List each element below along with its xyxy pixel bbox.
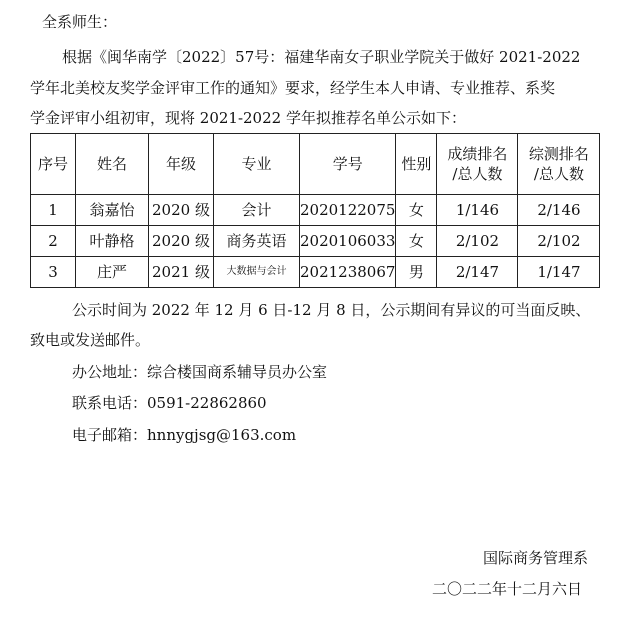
header-name: 姓名 (76, 134, 149, 195)
header-score-rank-line-1: 成绩排名 (447, 145, 508, 163)
header-no: 序号 (31, 134, 76, 195)
cell-major: 大数据与会计 (214, 257, 300, 288)
signature-date: 二〇二二年十二月六日 (432, 580, 583, 598)
contact-email: 电子邮箱：hnnygjsg@163.com (72, 426, 297, 444)
cell-student-id: 2020106033 (300, 226, 396, 257)
cell-score-rank: 2/147 (437, 257, 518, 288)
table-row (31, 257, 600, 288)
header-score-rank-line-2: /总人数 (452, 165, 503, 183)
header-grade: 年级 (149, 134, 214, 195)
cell-no: 1 (31, 195, 76, 226)
table-row (31, 226, 600, 257)
cell-name: 翁嘉怡 (76, 195, 149, 226)
notice-line-1: 公示时间为 2022 年 12 月 6 日-12 月 8 日，公示期间有异议的可当面反映、 (72, 301, 591, 319)
cell-grade: 2020 级 (149, 195, 214, 226)
cell-score-rank: 1/146 (437, 195, 518, 226)
cell-eval-rank: 2/146 (518, 195, 600, 226)
intro-line-2: 学年北美校友奖学金评审工作的通知》要求，经学生本人申请、专业推荐、系奖 (30, 79, 556, 97)
cell-major: 商务英语 (214, 226, 300, 257)
signature-department: 国际商务管理系 (483, 549, 589, 567)
notice-line-2: 致电或发送邮件。 (30, 331, 151, 349)
greeting: 全系师生： (42, 13, 118, 31)
header-major: 专业 (214, 134, 300, 195)
cell-score-rank: 2/102 (437, 226, 518, 257)
cell-eval-rank: 1/147 (518, 257, 600, 288)
contact-phone: 联系电话：0591-22862860 (72, 394, 267, 412)
recommendation-table (30, 133, 600, 288)
cell-no: 2 (31, 226, 76, 257)
cell-name: 庄严 (76, 257, 149, 288)
header-gender: 性别 (396, 134, 437, 195)
cell-student-id: 2020122075 (300, 195, 396, 226)
cell-gender: 女 (396, 226, 437, 257)
cell-grade: 2021 级 (149, 257, 214, 288)
cell-gender: 女 (396, 195, 437, 226)
cell-eval-rank: 2/102 (518, 226, 600, 257)
header-student-id: 学号 (300, 134, 396, 195)
intro-line-3: 学金评审小组初审，现将 2021-2022 学年拟推荐名单公示如下： (30, 109, 466, 127)
header-eval-rank-line-2: /总人数 (533, 165, 584, 183)
office-address: 办公地址：综合楼国商系辅导员办公室 (72, 363, 328, 381)
cell-grade: 2020 级 (149, 226, 214, 257)
cell-no: 3 (31, 257, 76, 288)
header-eval-rank (518, 134, 600, 195)
intro-line-1: 根据《闽华南学〔2022〕57号：福建华南女子职业学院关于做好 2021-2022 (62, 48, 581, 66)
cell-student-id: 2021238067 (300, 257, 396, 288)
cell-major: 会计 (214, 195, 300, 226)
table-row (31, 195, 600, 226)
cell-gender: 男 (396, 257, 437, 288)
header-eval-rank-line-1: 综测排名 (528, 145, 589, 163)
cell-name: 叶静格 (76, 226, 149, 257)
header-score-rank (437, 134, 518, 195)
table-header-row (31, 134, 600, 195)
